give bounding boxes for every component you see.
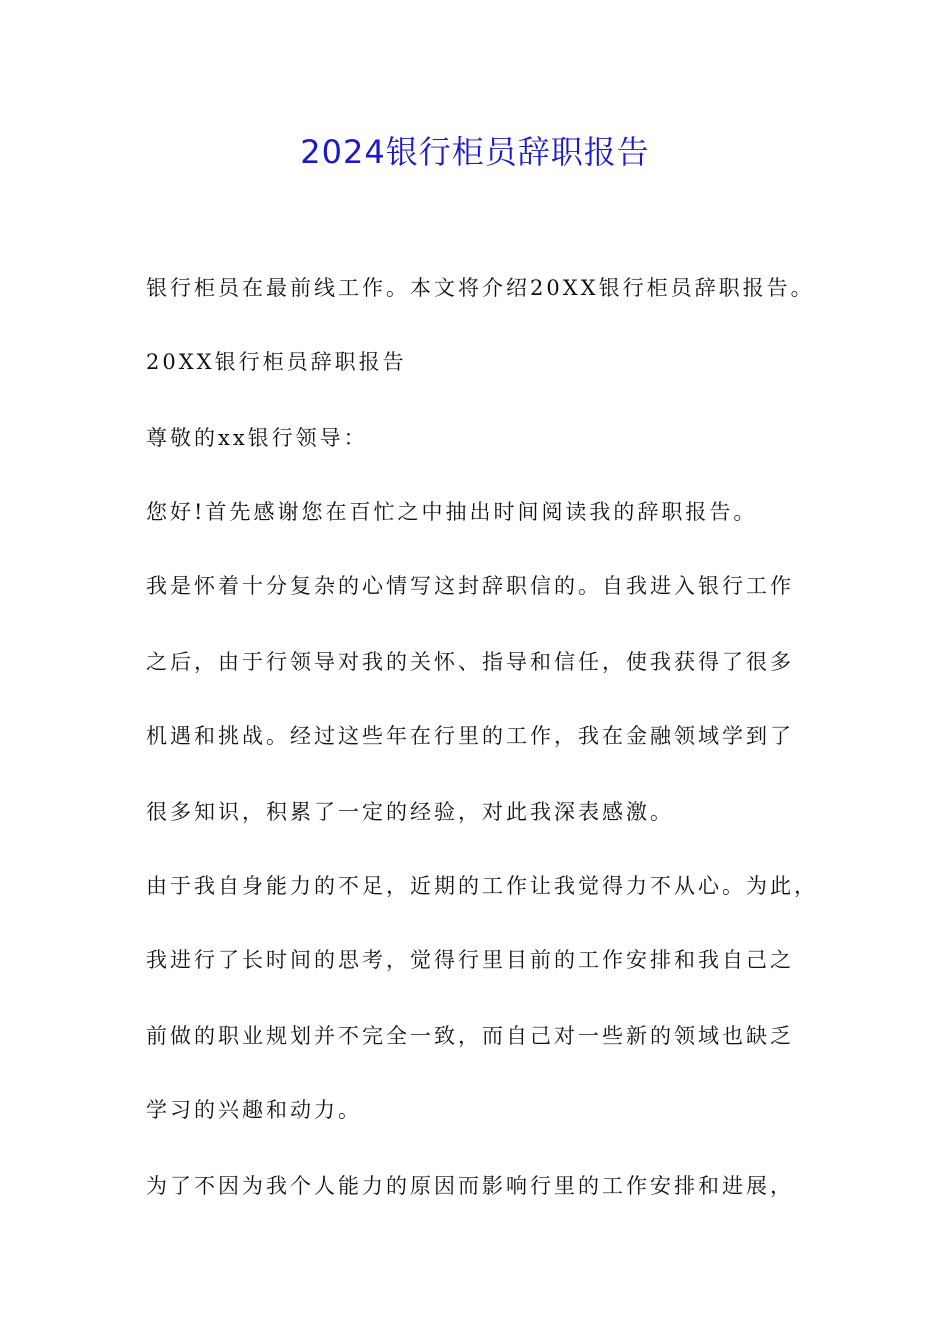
paragraph-line: 银行柜员在最前线工作。本文将介绍20XX银行柜员辞职报告。 xyxy=(146,276,815,300)
paragraph-line: 我进行了长时间的思考，觉得行里目前的工作安排和我自己之 xyxy=(146,948,794,972)
paragraph-line: 前做的职业规划并不完全一致，而自己对一些新的领域也缺乏 xyxy=(146,1024,794,1048)
paragraph-line: 您好!首先感谢您在百忙之中抽出时间阅读我的辞职报告。 xyxy=(146,500,758,524)
paragraph-line: 很多知识，积累了一定的经验，对此我深表感激。 xyxy=(146,800,674,824)
paragraph-line: 学习的兴趣和动力。 xyxy=(146,1098,362,1122)
paragraph-line: 20XX银行柜员辞职报告 xyxy=(146,350,407,374)
document-title: 2024银行柜员辞职报告 xyxy=(300,133,650,171)
paragraph-line: 机遇和挑战。经过这些年在行里的工作，我在金融领域学到了 xyxy=(146,724,794,748)
paragraph-line: 为了不因为我个人能力的原因而影响行里的工作安排和进展， xyxy=(146,1174,794,1198)
paragraph-line: 我是怀着十分复杂的心情写这封辞职信的。自我进入银行工作 xyxy=(146,574,794,598)
paragraph-line: 由于我自身能力的不足，近期的工作让我觉得力不从心。为此， xyxy=(146,874,818,898)
paragraph-line: 尊敬的xx银行领导： xyxy=(146,426,368,450)
paragraph-line: 之后，由于行领导对我的关怀、指导和信任，使我获得了很多 xyxy=(146,650,794,674)
